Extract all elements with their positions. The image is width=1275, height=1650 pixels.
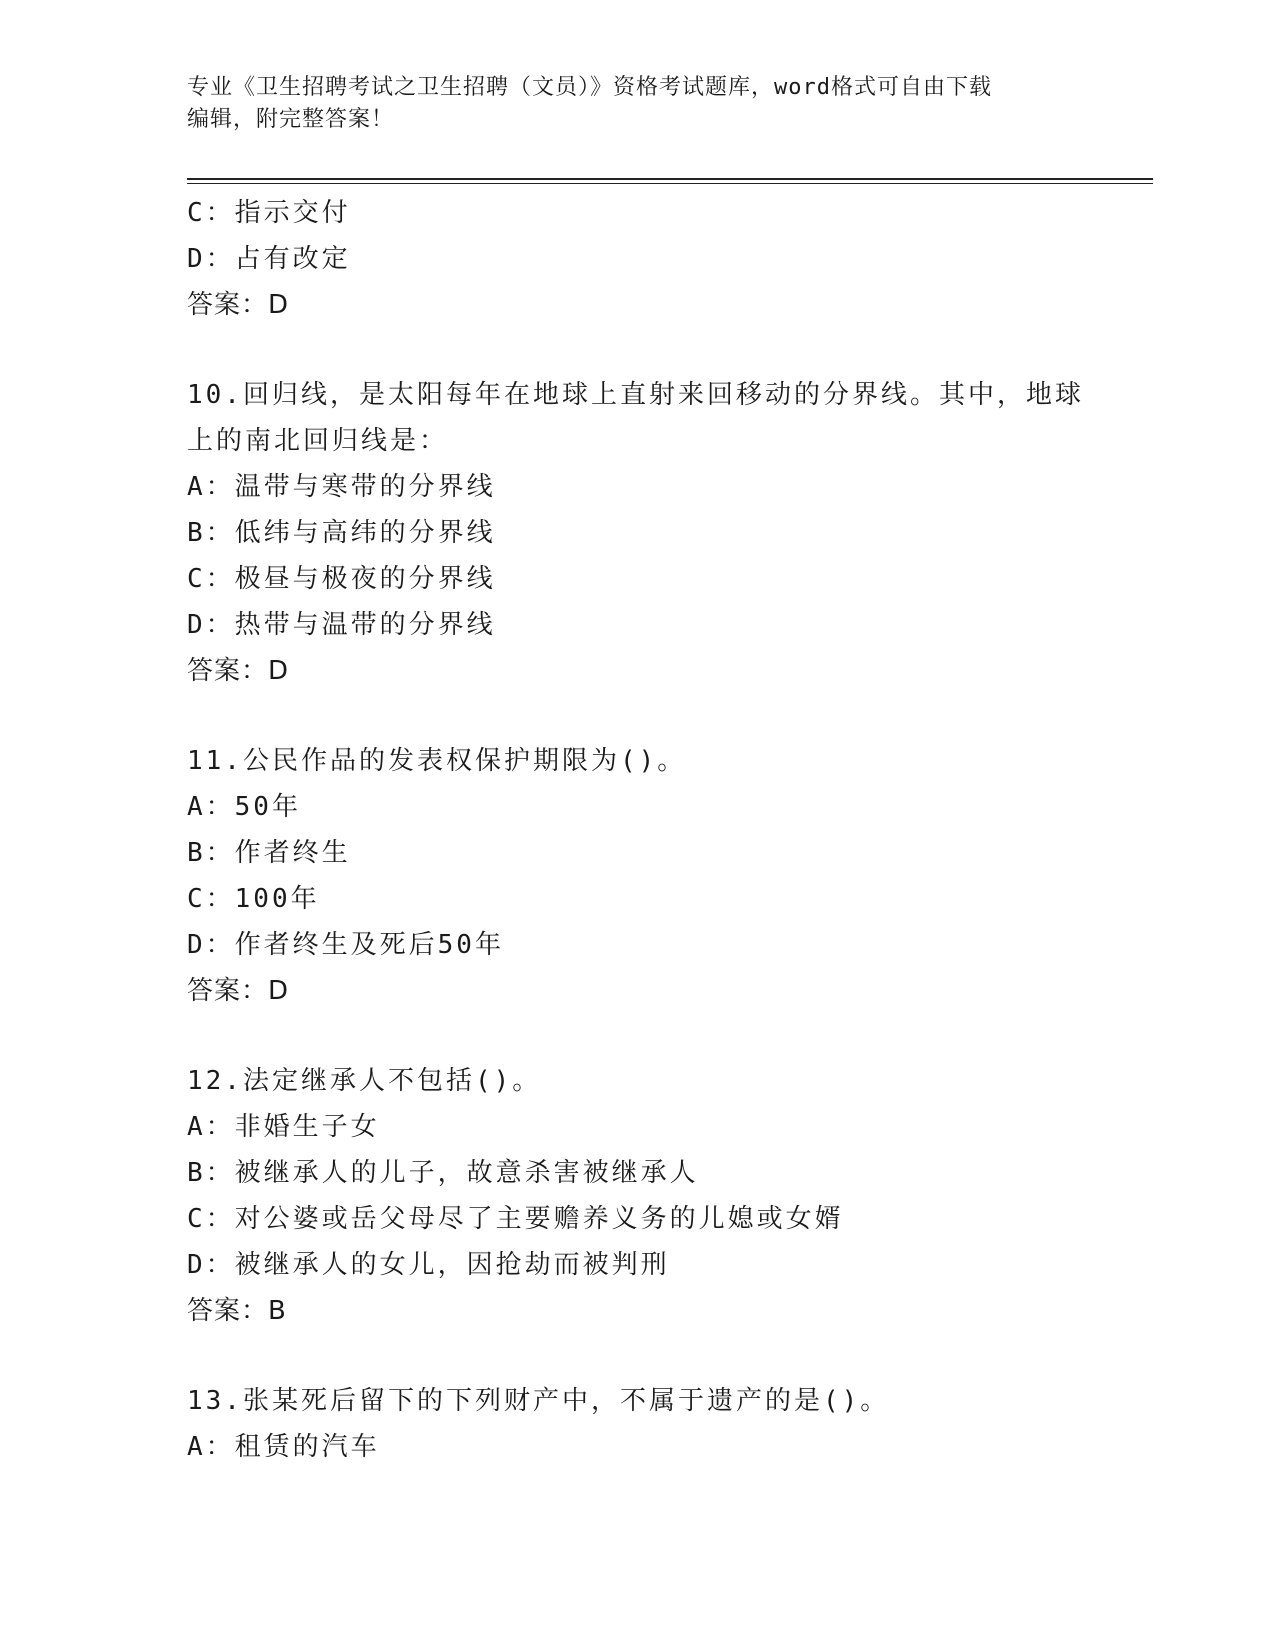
option-d: D：作者终生及死后50年 bbox=[187, 930, 504, 960]
option-a: A：非婚生子女 bbox=[187, 1112, 380, 1142]
question-text-line-2: 上的南北回归线是： bbox=[187, 426, 449, 456]
spacer bbox=[187, 328, 1087, 372]
question-11 bbox=[187, 738, 1087, 1014]
page-header bbox=[187, 72, 1087, 136]
option-c: C：100年 bbox=[187, 884, 320, 914]
option-c: C：对公婆或岳父母尽了主要赡养义务的儿媳或女婿 bbox=[187, 1204, 844, 1234]
question-12 bbox=[187, 1058, 1087, 1334]
option-c: C：极昼与极夜的分界线 bbox=[187, 564, 496, 594]
question-list bbox=[187, 190, 1087, 1470]
header-line-2: 编辑，附完整答案！ bbox=[187, 107, 395, 132]
question-text-line-1: 10.回归线，是太阳每年在地球上直射来回移动的分界线。其中，地球 bbox=[187, 380, 1084, 410]
question-9 bbox=[187, 190, 1087, 328]
option-d: D：热带与温带的分界线 bbox=[187, 610, 496, 640]
answer: 答案：D bbox=[187, 290, 290, 320]
option-d: D：占有改定 bbox=[187, 244, 351, 274]
option-a: A：50年 bbox=[187, 792, 301, 822]
header-divider bbox=[187, 178, 1153, 184]
answer: 答案：D bbox=[187, 656, 290, 686]
option-a: A：温带与寒带的分界线 bbox=[187, 472, 496, 502]
spacer bbox=[187, 1334, 1087, 1378]
option-b: B：低纬与高纬的分界线 bbox=[187, 518, 496, 548]
answer: 答案：D bbox=[187, 976, 290, 1006]
option-d: D：被继承人的女儿，因抢劫而被判刑 bbox=[187, 1250, 670, 1280]
spacer bbox=[187, 1014, 1087, 1058]
option-c: C：指示交付 bbox=[187, 198, 351, 228]
option-b: B：被继承人的儿子，故意杀害被继承人 bbox=[187, 1158, 699, 1188]
spacer bbox=[187, 694, 1087, 738]
question-10 bbox=[187, 372, 1087, 694]
question-text: 13.张某死后留下的下列财产中，不属于遗产的是()。 bbox=[187, 1386, 890, 1416]
option-b: B：作者终生 bbox=[187, 838, 351, 868]
question-text: 11.公民作品的发表权保护期限为()。 bbox=[187, 746, 687, 776]
header-line-1: 专业《卫生招聘考试之卫生招聘（文员）》资格考试题库，word格式可自由下载 bbox=[187, 75, 992, 100]
question-text: 12.法定继承人不包括()。 bbox=[187, 1066, 542, 1096]
question-13 bbox=[187, 1378, 1087, 1470]
option-a: A：租赁的汽车 bbox=[187, 1432, 380, 1462]
answer: 答案：B bbox=[187, 1296, 287, 1326]
